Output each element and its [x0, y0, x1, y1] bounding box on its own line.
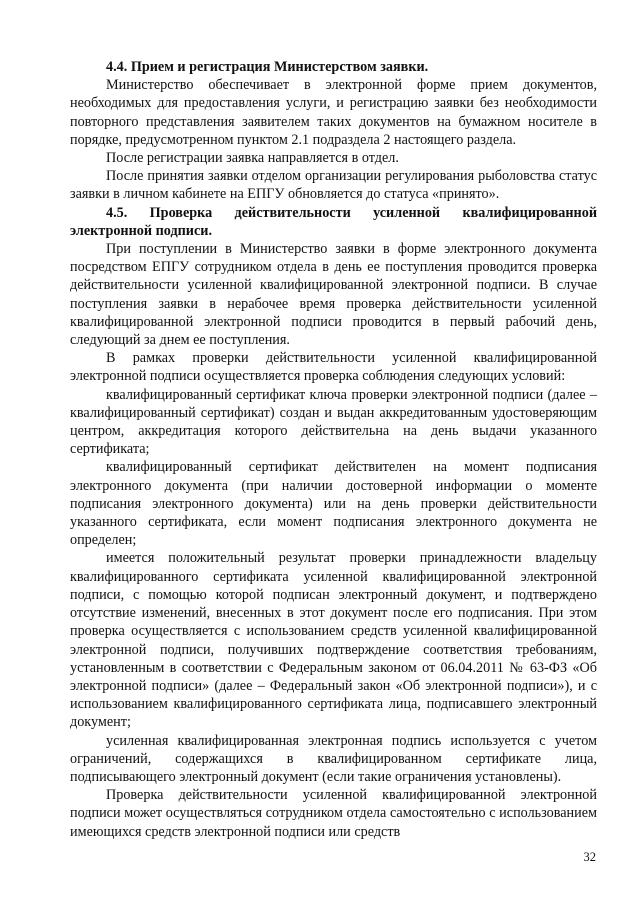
section-4-5-paragraph-4: квалифицированный сертификат действителен на момент подписания электронного документа (при наличии достоверной информации о моменте подписания электронного документа) или на день проверки действительности указанного сертификата, если момент подписания электронного документа не определен; [70, 459, 597, 549]
section-4-5-paragraph-5: имеется положительный результат проверки принадлежности владельцу квалифицированного сертификата усиленной квалифицированной электронной подписи, с помощью которой подписан электронный документ, и подтверждено отсутствие изменений, внесенных в этот документ после его подписания. При этом проверка осуществляется с использованием средств усиленной квалифицированной электронной подписи, получивших подтверждение соответствия требованиям, установленным в соответствии с Федеральным законом от 06.04.2011 № 63-ФЗ «Об электронной подписи» (далее – Федеральный закон «Об электронной подписи»), и с использованием квалифицированного сертификата лица, подписавшего электронный документ; [70, 550, 597, 731]
section-4-5-paragraph-1: При поступлении в Министерство заявки в форме электронного документа посредством ЕПГУ сотрудником отдела в день ее поступления проводится проверка действительности усиленной квалифицированной электронной подписи. В случае поступления заявки в нерабочее время проверка действительности усиленной квалифицированной электронной подписи проводится в первый рабочий день, следующий за днем ее поступления. [70, 241, 597, 349]
section-4-5-paragraph-3: квалифицированный сертификат ключа проверки электронной подписи (далее – квалифицированный сертификат) создан и выдан аккредитованным удостоверяющим центром, аккредитация которого действительна на день выдачи указанного сертификата; [70, 386, 597, 458]
section-4-4-heading: 4.4. Прием и регистрация Министерством заявки. [106, 59, 429, 75]
section-4-4-paragraph-1: Министерство обеспечивает в электронной форме прием документов, необходимых для предоставления услуги, и регистрацию заявки без необходимости повторного представления заявителем таких документов на бумажном носителе в порядке, предусмотренном пунктом 2.1 подраздела 2 настоящего раздела. [70, 77, 597, 148]
section-4-5-heading: 4.5. Проверка действительности усиленной квалифицированной электронной подписи. [70, 204, 597, 239]
section-4-5-paragraph-2: В рамках проверки действительности усиленной квалифицированной электронной подписи осуществляется проверка соблюдения следующих условий: [70, 350, 597, 385]
document-page [70, 58, 597, 841]
page-number: 32 [583, 850, 596, 864]
section-4-4-paragraph-3: После принятия заявки отделом организации регулирования рыболовства статус заявки в личном кабинете на ЕПГУ обновляется до статуса «принято». [70, 168, 597, 203]
section-4-5-paragraph-6: усиленная квалифицированная электронная подпись используется с учетом ограничений, содержащихся в квалифицированном сертификате лица, подписывающего электронный документ (если такие ограничения установлены). [70, 732, 597, 785]
section-4-4-paragraph-2: После регистрации заявка направляется в отдел. [106, 150, 399, 167]
section-4-5-paragraph-7: Проверка действительности усиленной квалифицированной электронной подписи может осуществляться сотрудником отдела самостоятельно с использованием имеющихся средств электронной подписи или средств [70, 787, 597, 840]
